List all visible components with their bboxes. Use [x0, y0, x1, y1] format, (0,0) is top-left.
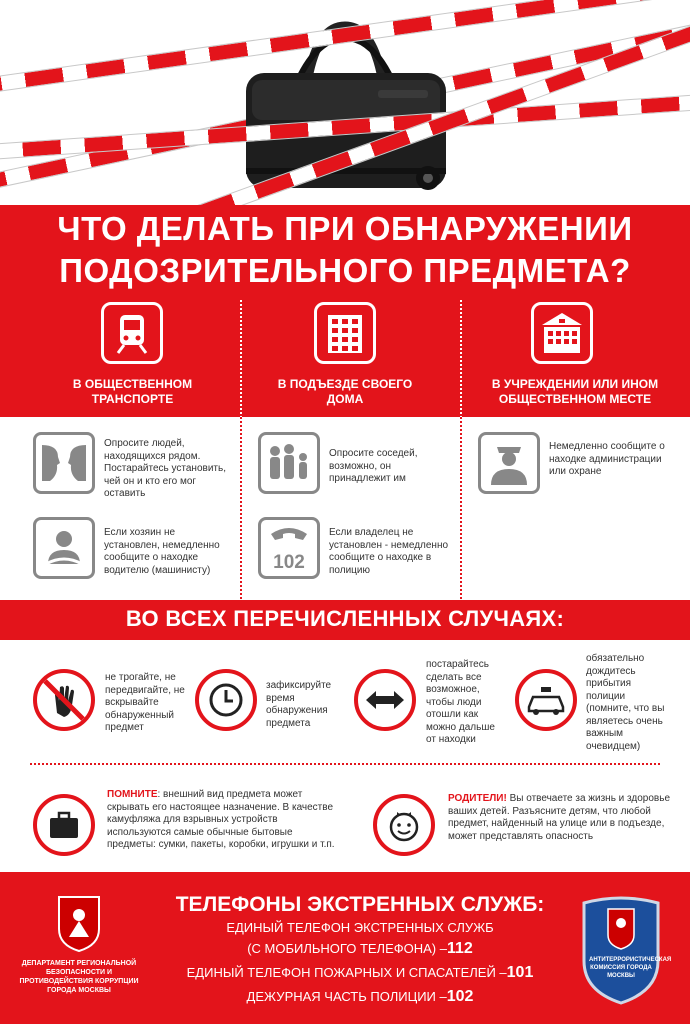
advice-record-time: зафиксируйте время обнаружения предмета — [266, 680, 332, 729]
column-divider — [460, 417, 462, 599]
phones-title: ТЕЛЕФОНЫ ЭКСТРЕННЫХ СЛУЖБ: — [175, 893, 545, 916]
do-not-touch-icon — [33, 669, 95, 731]
moscow-coat-of-arms-icon — [55, 893, 103, 953]
phone-102-icon — [258, 517, 320, 579]
phone-number-112[interactable]: 112 — [446, 940, 473, 957]
clock-icon — [195, 669, 257, 731]
phone-102-label: 102 — [273, 552, 305, 573]
remember-note — [107, 789, 337, 852]
public-building-icon — [531, 302, 593, 364]
tip-public-admin: Немедленно сообщите о находке администрации или охране — [549, 441, 665, 477]
child-face-icon — [373, 794, 435, 856]
phone-number-101[interactable]: 101 — [506, 964, 534, 981]
title-line-2: ПОДОЗРИТЕЛЬНОГО ПРЕДМЕТА? — [59, 252, 631, 289]
remember-text: : внешний вид предмета может скрывать его настоящее назначение. В качестве камуфляжа для взрывных устройств используются самые обычные бытовые предметы: сумки, пакеты, коробки, игрушки и т.п. — [107, 789, 335, 850]
hero-image — [0, 0, 690, 205]
phone-number-102[interactable]: 102 — [446, 988, 474, 1005]
category-home: В ПОДЪЕЗДЕ СВОЕГО ДОМА — [277, 377, 413, 406]
tip-transport-ask: Опросите людей, находящихся рядом. Постарайтесь установить, чей он и кто его мог оставить — [104, 438, 226, 499]
security-guard-icon — [478, 432, 540, 494]
column-divider — [240, 417, 242, 599]
advice-evacuate: постарайтесь сделать все возможное, чтобы люди отошли как можно дальше от находки — [426, 659, 495, 745]
move-away-arrows-icon — [354, 669, 416, 731]
category-public-place: В УЧРЕЖДЕНИИ ИЛИ ИНОМ ОБЩЕСТВЕННОМ МЕСТЕ — [491, 377, 659, 406]
parents-lead: РОДИТЕЛИ! — [448, 793, 507, 804]
phone-line-police — [150, 988, 570, 1006]
parents-note — [448, 793, 678, 843]
tip-home-police: Если владелец не установлен - немедленно сообщите о находке в полицию — [329, 527, 449, 576]
driver-icon — [33, 517, 95, 579]
train-icon — [101, 302, 163, 364]
faces-icon — [33, 432, 95, 494]
parents-text: Вы отвечаете за жизнь и здоровье ваших детей. Разъясните детям, что любой предмет, найденный на улице или в подъезде, может представлять опасность — [448, 793, 671, 842]
phone-line-fire — [150, 964, 570, 982]
police-car-icon — [515, 669, 577, 731]
advice-wait-police: обязательно дождитесь прибытия полиции (помните, что вы являетесь очень важным очевидцем) — [586, 653, 665, 752]
column-divider — [460, 300, 462, 418]
family-icon — [258, 432, 320, 494]
title-line-1: ЧТО ДЕЛАТЬ ПРИ ОБНАРУЖЕНИИ — [57, 210, 633, 247]
column-divider — [240, 300, 242, 418]
remember-lead: ПОМНИТЕ — [107, 789, 158, 800]
department-name: ДЕПАРТАМЕНТ РЕГИОНАЛЬНОЙ БЕЗОПАСНОСТИ И ПРОТИВОДЕЙСТВИЯ КОРРУПЦИИ ГОРОДА МОСКВЫ — [19, 960, 139, 994]
tip-home-neighbors: Опросите соседей, возможно, он принадлежит им — [329, 448, 418, 484]
all-cases-heading: ВО ВСЕХ ПЕРЕЧИСЛЕННЫХ СЛУЧАЯХ: — [125, 606, 565, 631]
phone-line-fire-label: ЕДИНЫЙ ТЕЛЕФОН ПОЖАРНЫХ И СПАСАТЕЛЕЙ – — [186, 965, 507, 980]
advice-do-not-touch: не трогайте, не передвигайте, не вскрывайте обнаруженный предмет — [105, 672, 185, 733]
phone-line-unified: ЕДИНЫЙ ТЕЛЕФОН ЭКСТРЕННЫХ СЛУЖБ — [226, 920, 494, 935]
phone-line-police-label: ДЕЖУРНАЯ ЧАСТЬ ПОЛИЦИИ – — [246, 989, 447, 1004]
page-title — [0, 208, 690, 292]
antiterrorism-commission-shield-icon — [580, 895, 672, 1007]
phone-line-mobile — [150, 940, 570, 958]
bag-icon — [33, 794, 95, 856]
phone-line-mobile-label: (С МОБИЛЬНОГО ТЕЛЕФОНА) – — [247, 941, 447, 956]
section-divider — [30, 763, 660, 765]
commission-name: АНТИТЕРРОРИСТИЧЕСКАЯ КОМИССИЯ ГОРОДА МОСКВЫ — [589, 957, 672, 979]
tip-transport-driver: Если хозяин не установлен, немедленно сообщите о находке водителю (машинисту) — [104, 527, 220, 576]
category-transport: В ОБЩЕСТВЕННОМ ТРАНСПОРТЕ — [72, 377, 193, 406]
apartment-building-icon — [314, 302, 376, 364]
